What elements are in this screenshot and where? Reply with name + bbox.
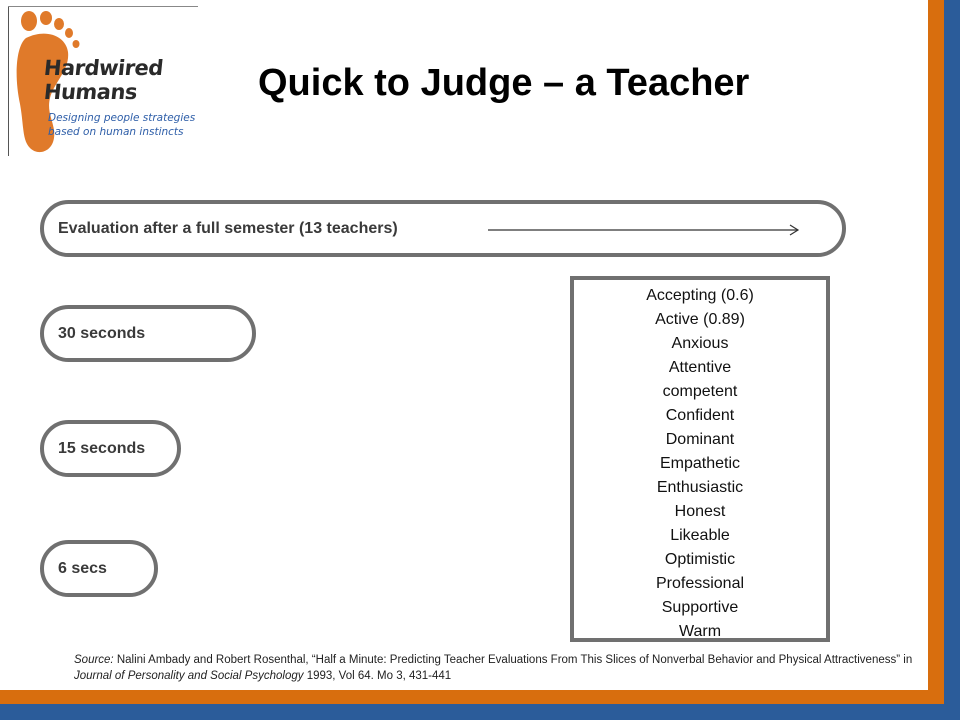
- trait-item: Enthusiastic: [656, 479, 744, 496]
- source-label: Source:: [74, 654, 114, 666]
- traits-list: [570, 276, 830, 642]
- six-seconds-label: 6 secs: [58, 559, 107, 577]
- page-title: Quick to Judge – a Teacher: [258, 62, 750, 104]
- trait-item: Warm: [678, 623, 722, 640]
- source-text-part1: Nalini Ambady and Robert Rosenthal, “Half a Minute: Predicting Teacher Evaluations From This Slices of Nonverbal Behavior and Physical Attractiveness” in: [113, 654, 913, 666]
- trait-item: competent: [662, 383, 738, 400]
- trait-item: Professional: [655, 575, 745, 592]
- logo-wordmark-line1: Hardwired: [42, 56, 165, 80]
- source-journal: Journal of Personality and Social Psychology: [74, 670, 304, 682]
- trait-item: Dominant: [665, 431, 735, 448]
- trait-item: Likeable: [670, 527, 730, 544]
- thirty-seconds-bar: [40, 305, 256, 362]
- trait-item: Confident: [665, 407, 735, 424]
- orange-border-bottom: [0, 690, 944, 704]
- blue-border-bottom: [0, 704, 960, 720]
- trait-item: Honest: [674, 503, 726, 520]
- trait-item: Anxious: [671, 335, 729, 352]
- logo-tagline-line2: based on human instincts: [48, 126, 184, 138]
- trait-item: Supportive: [661, 599, 739, 616]
- evaluation-label: Evaluation after a full semester (13 teachers): [58, 219, 398, 237]
- fifteen-seconds-label: 15 seconds: [58, 439, 146, 457]
- thirty-seconds-label: 30 seconds: [58, 324, 146, 342]
- blue-border-right: [944, 0, 960, 720]
- arrow-right-icon: [488, 222, 804, 238]
- trait-item: Empathetic: [659, 455, 741, 472]
- source-text-part2: 1993, Vol 64. Mo 3, 431-441: [303, 670, 452, 682]
- trait-item: Attentive: [668, 359, 732, 376]
- logo-wordmark-line2: Humans: [42, 80, 139, 104]
- logo-tagline-line1: Designing people strategies: [48, 112, 196, 124]
- trait-item: Active (0.89): [655, 311, 745, 328]
- source-citation: [74, 652, 914, 684]
- six-seconds-bar: [40, 540, 158, 597]
- trait-item: Optimistic: [664, 551, 736, 568]
- trait-item: Accepting (0.6): [646, 287, 754, 304]
- fifteen-seconds-bar: [40, 420, 181, 477]
- orange-border-right: [928, 0, 944, 705]
